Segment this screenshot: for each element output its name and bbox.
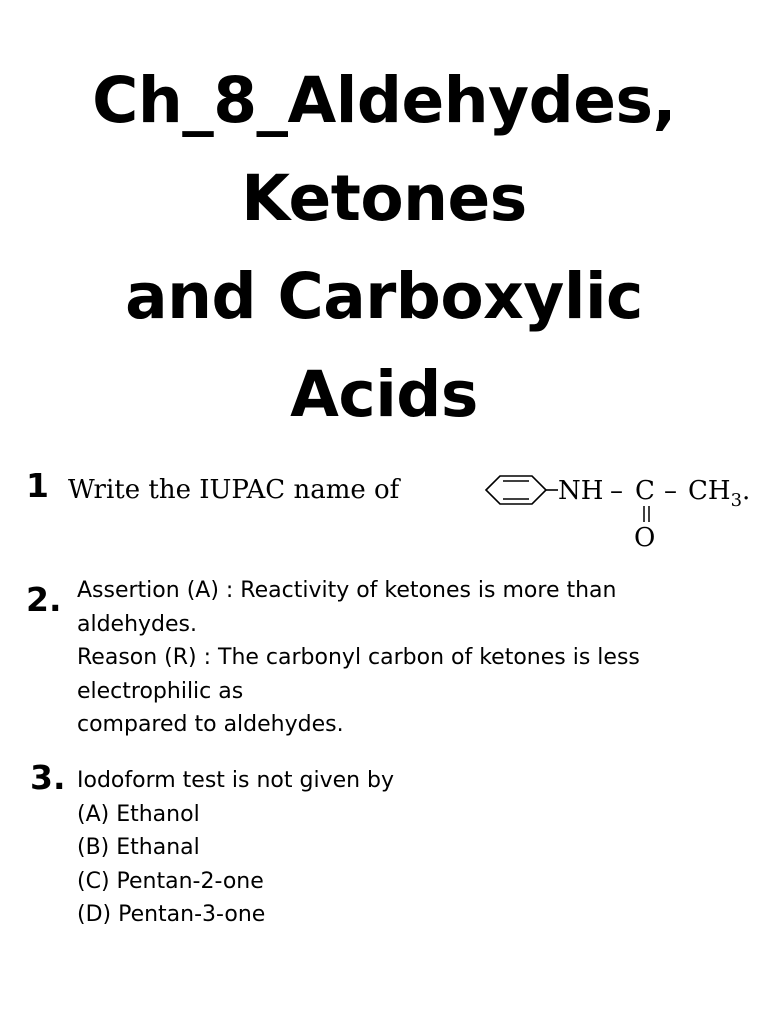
carbonyl-double-bond	[644, 506, 649, 522]
title-line-3: and Carboxylic	[125, 260, 643, 333]
page-title	[0, 52, 768, 444]
methyl-group: $CH_3$.	[688, 476, 751, 511]
question-2-line: Assertion (A) : Reactivity of ketones is more than	[77, 578, 617, 603]
question-2-line: compared to aldehydes.	[77, 712, 344, 738]
carbonyl-carbon: C	[635, 476, 655, 506]
title-line-4: Acids	[290, 358, 478, 431]
option-c: (C) Pentan-2-one	[77, 868, 264, 894]
question-2-line: Reason (R) : The carbonyl carbon of ketones is less	[77, 645, 640, 671]
option-b: (B) Ethanal	[77, 835, 200, 861]
bond-dash-1: –	[610, 476, 623, 506]
nh-group: NH	[558, 476, 604, 506]
option-a: (A) Ethanol	[77, 801, 200, 827]
question-2-line: aldehydes.	[77, 611, 198, 637]
question-2-number: 2.	[26, 580, 62, 619]
carbonyl-oxygen: O	[634, 523, 656, 553]
question-2-line: electrophilic as	[77, 678, 244, 704]
question-3-stem: Iodoform test is not given by	[77, 768, 395, 793]
question-3	[77, 764, 737, 932]
question-1-text: Write the IUPAC name of	[68, 475, 400, 505]
question-1	[26, 466, 766, 556]
title-line-2: Ketones	[241, 162, 527, 235]
benzene-ring-icon	[486, 476, 546, 504]
title-line-1: Ch_8_Aldehydes,	[92, 64, 676, 137]
question-1-number: 1	[26, 466, 49, 505]
acetanilide-structure	[458, 466, 768, 554]
bond-dash-2: –	[664, 476, 677, 506]
question-3-number: 3.	[30, 758, 66, 797]
option-d: (D) Pentan-3-one	[77, 902, 266, 928]
question-2	[77, 574, 737, 742]
